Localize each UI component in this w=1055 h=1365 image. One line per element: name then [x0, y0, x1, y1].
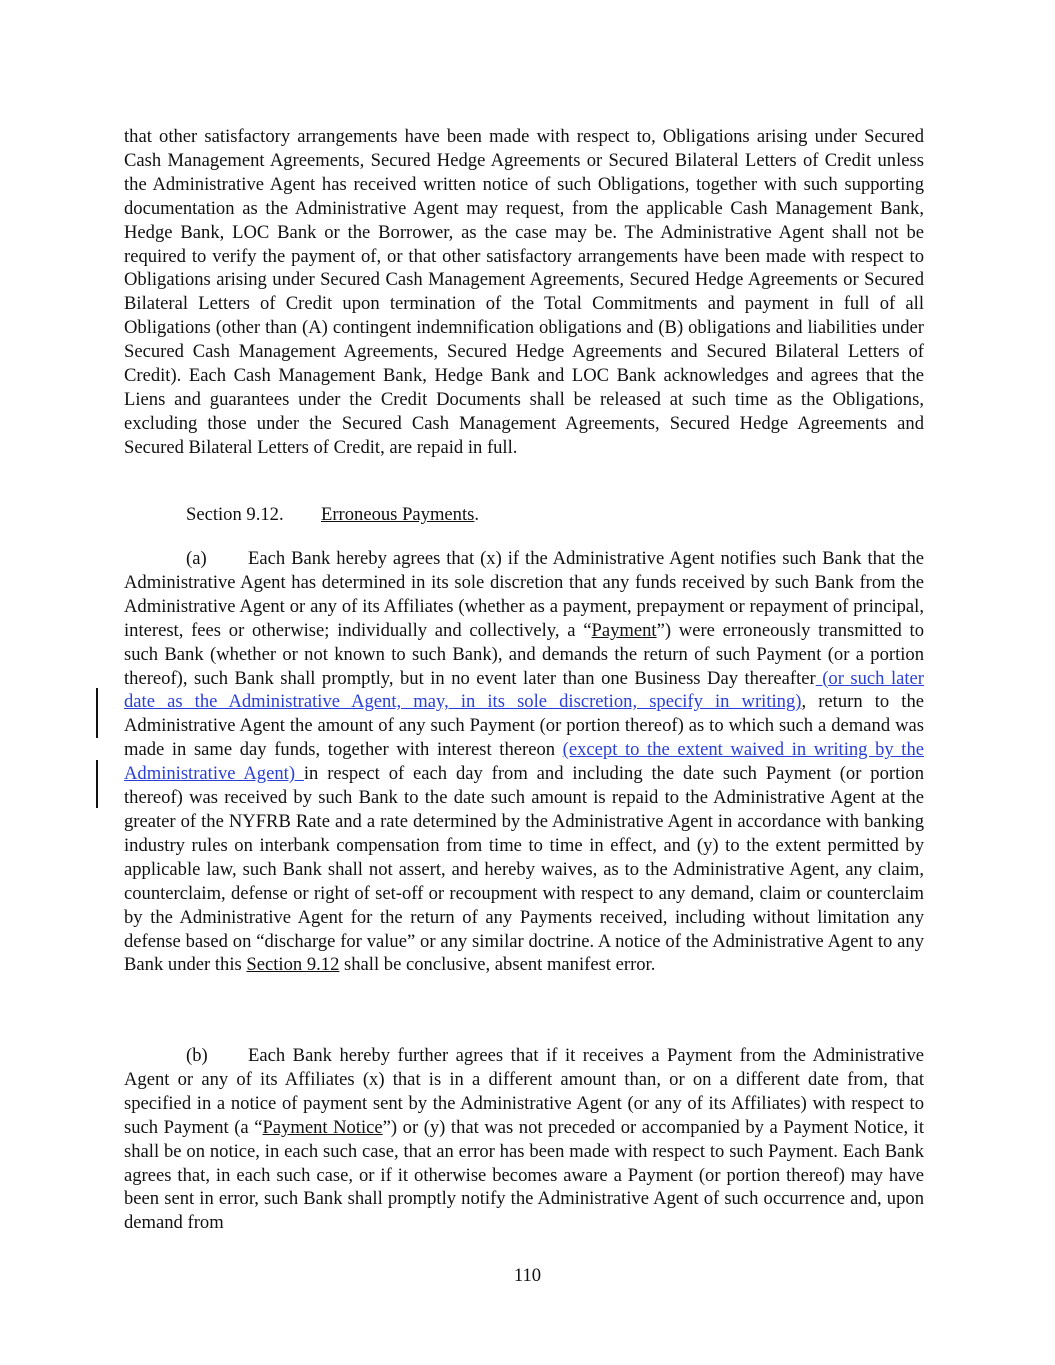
- paragraph-a-text-3: , return to the Administrative Agent the amount of any such Payment (or portion thereof) as to which such a demand was made in same day funds, together with interest thereon: [124, 691, 925, 761]
- inserted-text-later-date: (or such later date as the Administrative Agent, may, in its sole discretion, specify in writing): [124, 667, 924, 713]
- section-title-period: .: [474, 504, 480, 525]
- change-bar: [96, 760, 98, 808]
- paragraph-a-text-4: in respect of each day from and including the date such Payment (or portion thereof) was received by such Bank to the date such amount is repaid to the Administrative Agent at the greater of the NYFRB Rate and a rate determined by the Administrative Agent in accordance with banking industry rules on interbank compensation from time to time in effect, and (y) to the extent permitted by applicable law, such Bank shall not assert, and hereby waives, as to the Administrative Agent, any claim, counterclaim, defense or right of set-off or recoupment with respect to any demand, claim or counterclaim by the Administrative Agent for the return of any Payments received, including without limitation any defense based on “discharge for value” or any similar doctrine. A notice of the Administrative Agent to any Bank under this: [124, 763, 924, 976]
- change-bar: [96, 688, 98, 738]
- paragraph-a-text-5: shall be conclusive, absent manifest error.: [339, 954, 656, 976]
- section-heading: [186, 503, 479, 527]
- inserted-text-waiver: (except to the extent waived in writing by the Administrative Agent): [124, 739, 924, 785]
- defined-term-payment-notice: Payment Notice: [262, 1116, 383, 1138]
- paragraph-b-text-1: Each Bank hereby further agrees that if it receives a Payment from the Administrative Agent or any of its Affiliates (x) that is in a different amount than, or on a different date from, that specified in a notice of payment sent by the Administrative Agent (or any of its Affiliates) with respect to such Payment (a “: [124, 1045, 924, 1138]
- section-title: Erroneous Payments: [321, 504, 475, 525]
- continuation-paragraph: that other satisfactory arrangements have been made with respect to, Obligations arising under Secured Cash Management Agreements, Secured Hedge Agreements or Secured Bilateral Letters of Credit unless the Administrative Agent has received written notice of such Obligations, together with such supporting documentation as the Administrative Agent may request, from the applicable Cash Management Bank, Hedge Bank, LOC Bank or the Borrower, as the case may be. The Administrative Agent shall not be required to verify the payment of, or that other satisfactory arrangements have been made with respect to Obligations arising under Secured Cash Management Agreements, Secured Hedge Agreements or Secured Bilateral Letters of Credit upon termination of the Total Commitments and payment in full of all Obligations (other than (A) contingent indemnification obligations and (B) obligations and liabilities under Secured Cash Management Agreements, Secured Hedge Agreements and Secured Bilateral Letters of Credit). Each Cash Management Bank, Hedge Bank and LOC Bank acknowledges and agrees that the Liens and guarantees under the Credit Documents shall be released at such time as the Obligations, excluding those under the Secured Cash Management Agreements, Secured Hedge Agreements and Secured Bilateral Letters of Credit, are repaid in full.: [124, 126, 924, 458]
- paragraph-b: [124, 1044, 924, 1235]
- paragraph-a: [124, 547, 924, 977]
- paragraph-b-label: (b): [186, 1045, 208, 1066]
- section-number: Section 9.12.: [186, 504, 284, 525]
- defined-term-payment: Payment: [591, 619, 657, 641]
- paragraph-a-text-1: Each Bank hereby agrees that (x) if the Administrative Agent notifies such Bank that the Administrative Agent has determined in its sole discretion that any funds received by such Bank from the Administrative Agent or any of its Affiliates (whether as a payment, prepayment or repayment of principal, interest, fees or otherwise; individually and collectively, a “: [124, 548, 924, 641]
- paragraph-b-text-2: ”) or (y) that was not preceded or accompanied by a Payment Notice, it shall be on notice, in each such case, that an error has been made with respect to such Payment. Each Bank agrees that, in each such case, or if it otherwise becomes aware a Payment (or portion thereof) may have been sent in error, such Bank shall promptly notify the Administrative Agent of such occurrence and, upon demand from: [124, 1116, 925, 1234]
- paragraph-a-label: (a): [186, 548, 207, 569]
- section-reference: Section 9.12: [246, 954, 340, 976]
- paragraph-a-text-2: ”) were erroneously transmitted to such Bank (whether or not known to such Bank), and demands the return of such Payment (or a portion thereof), such Bank shall promptly, but in no event later than one Business Day thereafter: [124, 619, 924, 689]
- page-number: 110: [513, 1265, 542, 1286]
